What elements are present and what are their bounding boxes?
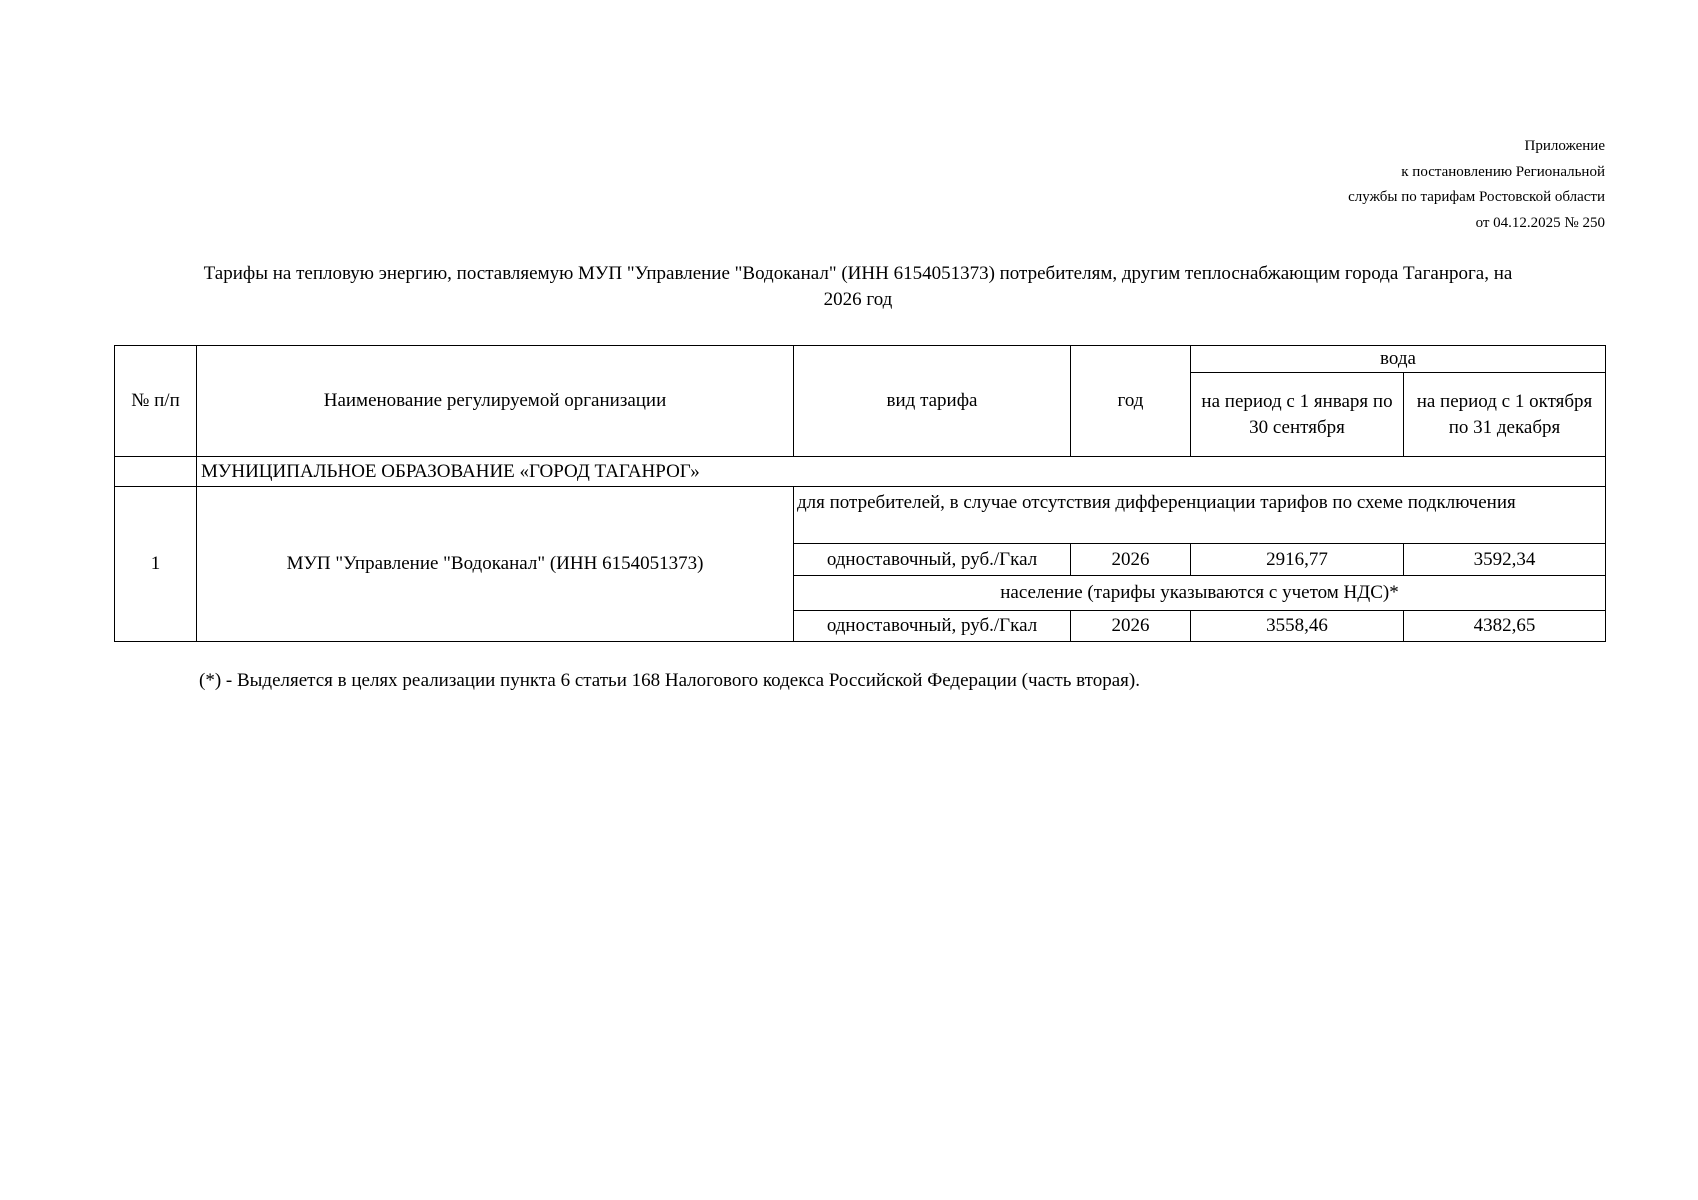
header-water: вода	[1191, 346, 1606, 373]
category-consumers: для потребителей, в случае отсутствия дифференциации тарифов по схеме подключения	[794, 487, 1606, 544]
header-num: № п/п	[115, 346, 197, 457]
document-title	[118, 261, 1598, 313]
row2-period-1-value: 3558,46	[1191, 611, 1404, 642]
table-header-row	[115, 346, 1606, 373]
org-num: 1	[115, 487, 197, 642]
header-period-1: на период с 1 января по 30 сентября	[1191, 373, 1404, 457]
row1-period-1-value: 2916,77	[1191, 544, 1404, 576]
org-name: МУП "Управление "Водоканал" (ИНН 6154051373)	[197, 487, 794, 642]
tariffs-table	[114, 345, 1606, 642]
header-org-name: Наименование регулируемой организации	[197, 346, 794, 457]
row2-tariff-type: одноставочный, руб./Гкал	[794, 611, 1071, 642]
appendix-line-1: Приложение	[1524, 138, 1605, 154]
row1-year: 2026	[1071, 544, 1191, 576]
row1-tariff-type: одноставочный, руб./Гкал	[794, 544, 1071, 576]
municipality-row	[115, 457, 1606, 487]
category-row-consumers	[115, 487, 1606, 544]
row2-year: 2026	[1071, 611, 1191, 642]
header-tariff-type: вид тарифа	[794, 346, 1071, 457]
appendix-line-2: к постановлению Региональной	[1401, 163, 1605, 180]
row1-period-2-value: 3592,34	[1404, 544, 1606, 576]
header-year: год	[1071, 346, 1191, 457]
appendix-line-4: от 04.12.2025 № 250	[1475, 214, 1605, 231]
category-population: население (тарифы указываются с учетом НДС)*	[794, 576, 1606, 611]
document-title-line-1: Тарифы на тепловую энергию, поставляемую МУП "Управление "Водоканал" (ИНН 6154051373) потребителям, другим теплоснабжающим города Таганрога, на	[203, 263, 1513, 284]
municipality-num-cell	[115, 457, 197, 487]
document-title-line-2: 2026 год	[823, 289, 893, 310]
municipality-name: МУНИЦИПАЛЬНОЕ ОБРАЗОВАНИЕ «ГОРОД ТАГАНРОГ»	[197, 457, 1606, 487]
footnote: (*) - Выделяется в целях реализации пункта 6 статьи 168 Налогового кодекса Российской Федерации (часть вторая).	[199, 670, 1140, 691]
appendix-block	[1348, 134, 1605, 236]
header-period-2: на период с 1 октября по 31 декабря	[1404, 373, 1606, 457]
appendix-line-3: службы по тарифам Ростовской области	[1348, 189, 1605, 205]
row2-period-2-value: 4382,65	[1404, 611, 1606, 642]
